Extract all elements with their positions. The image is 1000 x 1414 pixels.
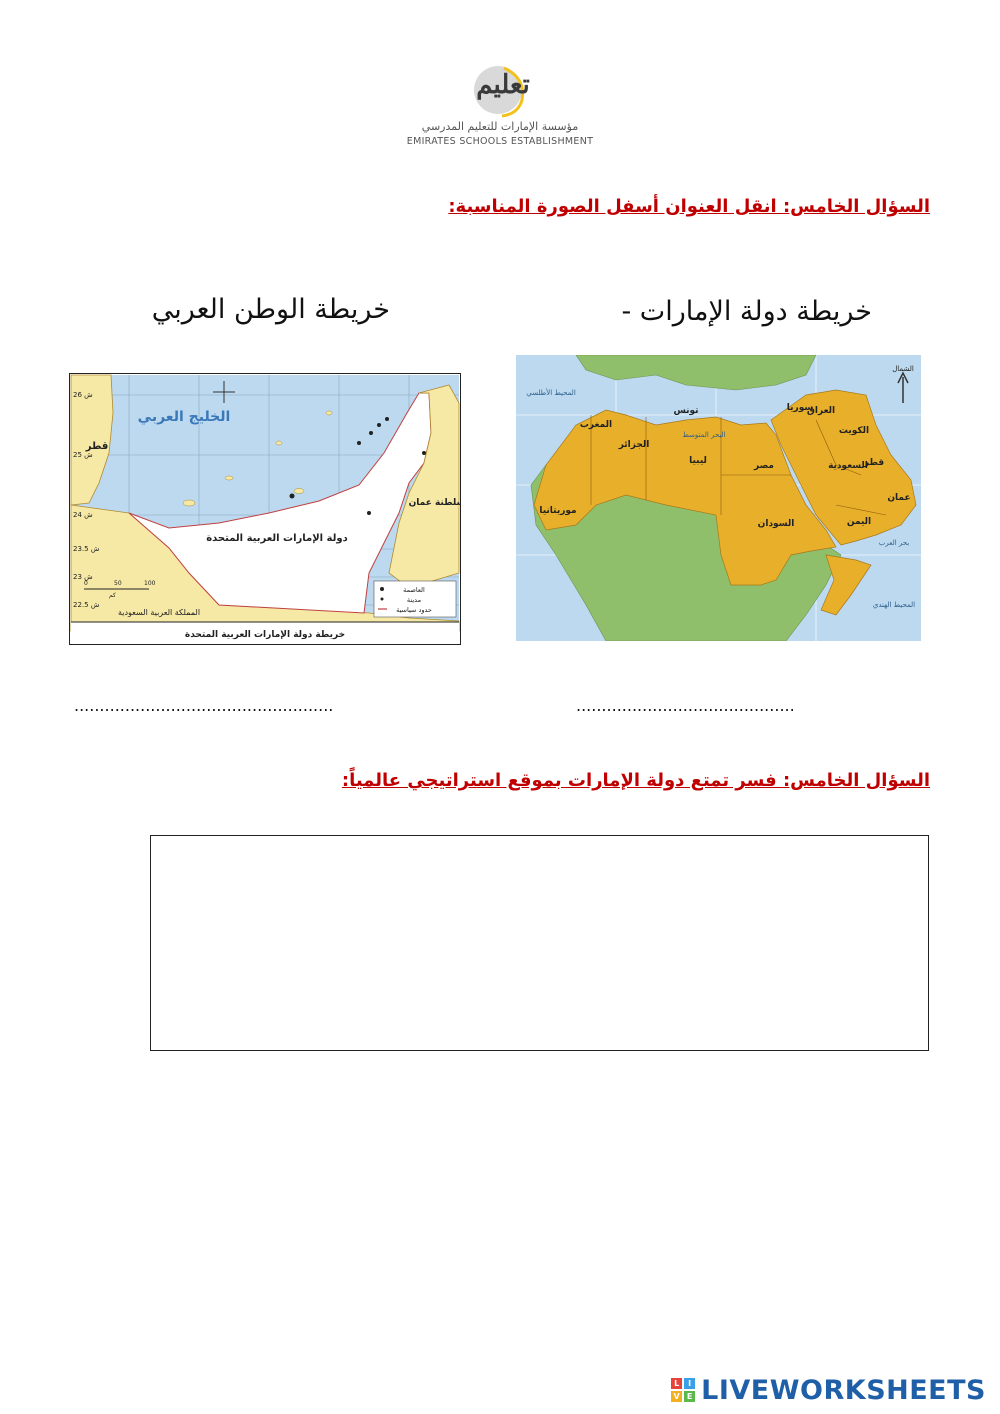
legend-item: حدود سياسية bbox=[396, 606, 432, 614]
uae-map-svg bbox=[69, 373, 461, 645]
country-label: عمان bbox=[887, 493, 911, 503]
scale-label: كم bbox=[109, 592, 116, 599]
sea-label: الخليج العربي bbox=[137, 409, 231, 425]
liveworksheets-logo bbox=[671, 1372, 986, 1408]
caption-uae-map[interactable]: خريطة دولة الإمارات - bbox=[621, 296, 872, 327]
uae-map-image bbox=[69, 373, 461, 645]
country-label: سوريا bbox=[786, 403, 814, 413]
lat-label: 25 ش bbox=[73, 451, 93, 459]
lat-label: 22.5 ش bbox=[73, 601, 100, 609]
country-label: الكويت bbox=[838, 426, 870, 436]
country-label: اليمن bbox=[846, 517, 872, 527]
lat-label: 23 ش bbox=[73, 573, 93, 581]
country-label: السودان bbox=[757, 519, 795, 529]
question-2-title: السؤال الخامس: فسر تمتع دولة الإمارات بموقع استراتيجي عالمياً: bbox=[341, 770, 930, 791]
sea-label: المحيط الهندي bbox=[872, 601, 916, 609]
logo-subtitle-ar: مؤسسة الإمارات للتعليم المدرسي bbox=[421, 120, 579, 133]
country-label: العراق bbox=[806, 406, 836, 416]
sea-label: البحر المتوسط bbox=[682, 431, 726, 439]
logo-subtitle-en: EMIRATES SCHOOLS ESTABLISHMENT bbox=[406, 136, 594, 147]
country-label: قطر bbox=[863, 458, 885, 468]
answer-textbox[interactable] bbox=[150, 835, 929, 1051]
brand-block: E bbox=[684, 1391, 695, 1402]
arab-world-map-image bbox=[516, 355, 921, 641]
brand-blocks-icon bbox=[671, 1378, 695, 1402]
sea-label: المحيط الأطلسي bbox=[526, 389, 576, 397]
scale-label: 0 bbox=[84, 580, 88, 587]
country-label: دولة الإمارات العربية المتحدة bbox=[206, 533, 348, 544]
scale-label: 50 bbox=[114, 580, 122, 587]
brand-block: L bbox=[671, 1378, 682, 1389]
sea-label: بحر العرب bbox=[878, 539, 910, 547]
saudi-label: المملكة العربية السعودية bbox=[117, 608, 201, 617]
arab-map-svg bbox=[516, 355, 921, 641]
country-label: الجزائر bbox=[618, 440, 650, 450]
scale-label: 100 bbox=[144, 580, 156, 587]
country-label: ليبيا bbox=[689, 456, 707, 466]
north-label: الشمال bbox=[892, 365, 914, 373]
legend-item: العاصمة bbox=[403, 586, 425, 594]
map-legend bbox=[374, 581, 456, 617]
brand-block: V bbox=[671, 1391, 682, 1402]
qatar-label: قطر bbox=[85, 441, 109, 452]
country-label: موريتانيا bbox=[539, 506, 577, 516]
brand-name: LIVEWORKSHEETS bbox=[701, 1374, 986, 1406]
answer-line-left[interactable]: ................................................... bbox=[74, 696, 334, 715]
country-label: تونس bbox=[673, 406, 699, 416]
uae-map-caption: خريطة دولة الإمارات العربية المتحدة bbox=[184, 630, 346, 640]
lat-label: 26 ش bbox=[73, 391, 93, 399]
oman-label: سلطنة عمان bbox=[408, 498, 461, 508]
lat-label: 23.5 ش bbox=[73, 545, 100, 553]
lat-label: 24 ش bbox=[73, 511, 93, 519]
answer-line-right[interactable]: ........................................... bbox=[576, 696, 795, 715]
caption-arab-world-map[interactable]: خريطة الوطن العربي bbox=[151, 294, 390, 325]
legend-item: مدينة bbox=[406, 596, 422, 604]
question-1-title: السؤال الخامس: انقل العنوان أسفل الصورة المناسبة: bbox=[448, 196, 930, 217]
logo bbox=[398, 58, 602, 150]
country-label: المغرب bbox=[579, 420, 613, 430]
brand-block: I bbox=[684, 1378, 695, 1389]
logo-word: تعليم bbox=[476, 70, 530, 100]
country-label: السعودية bbox=[828, 461, 868, 471]
country-label: مصر bbox=[753, 461, 775, 471]
